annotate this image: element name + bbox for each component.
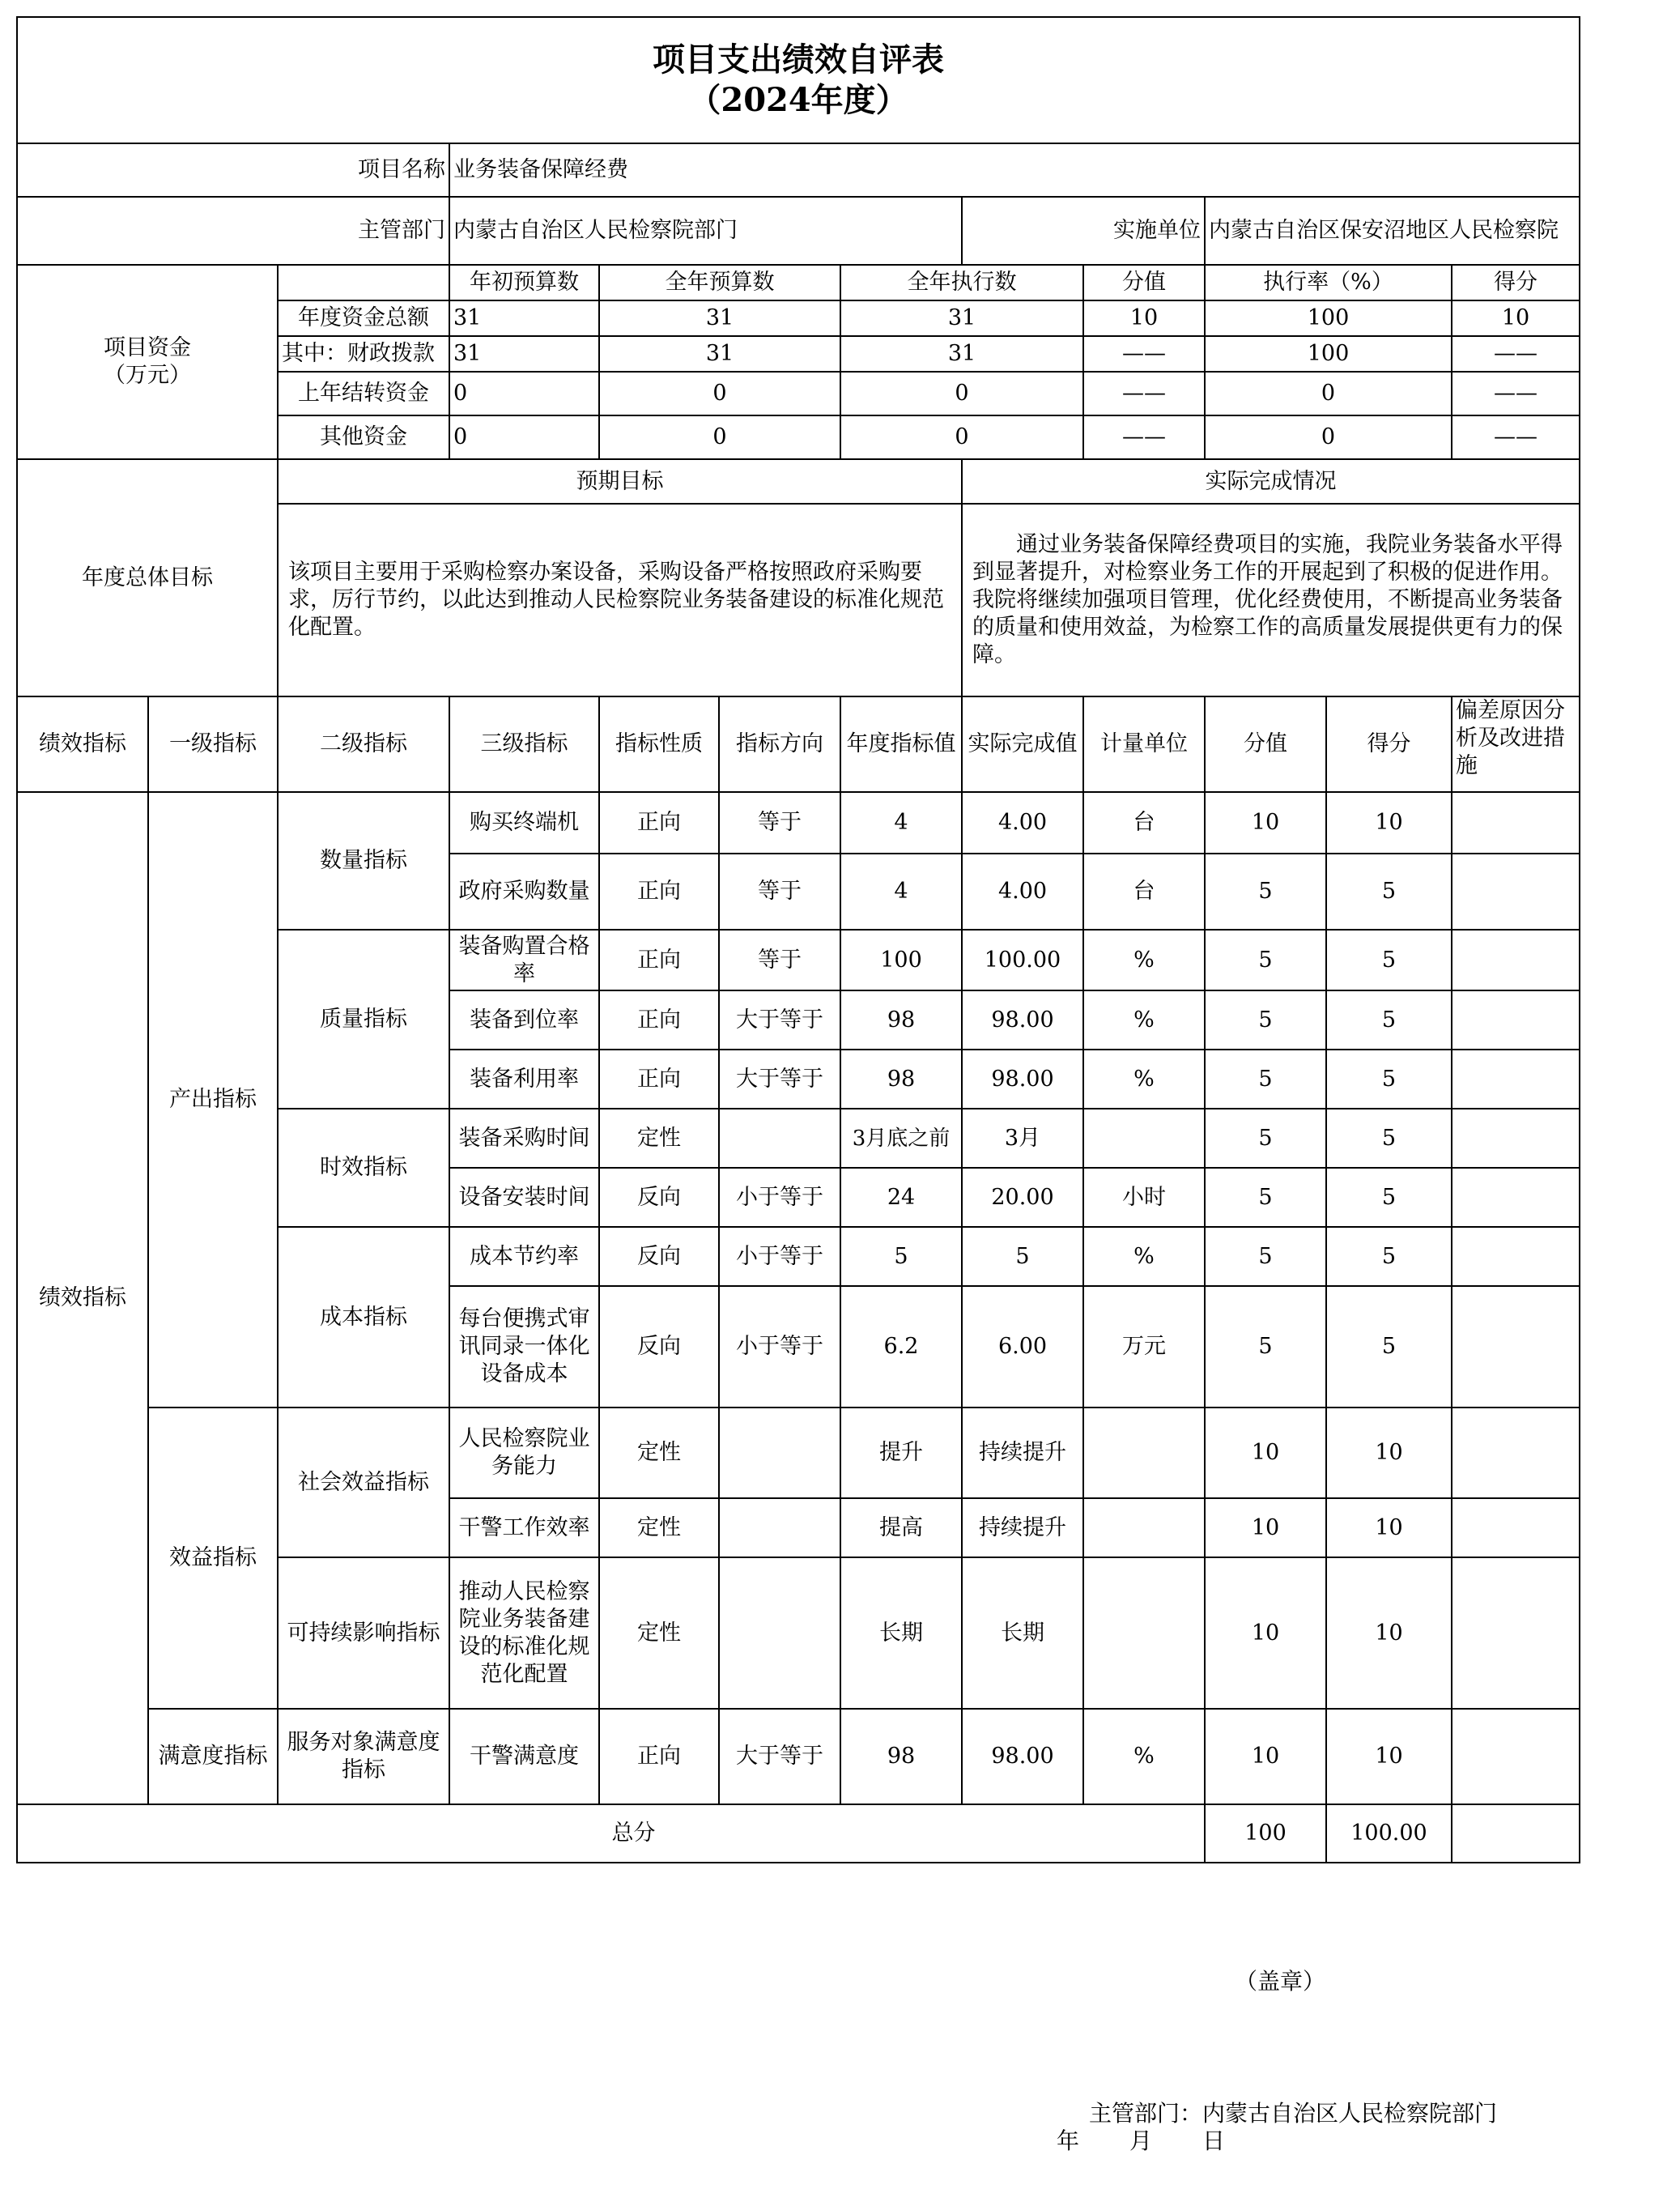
indicator-actual: 100.00 — [962, 930, 1083, 990]
level2-cell: 时效指标 — [278, 1109, 449, 1227]
indicator-weight: 5 — [1205, 854, 1326, 930]
indicator-target: 4 — [840, 854, 962, 930]
indicator-header: 指标性质 — [599, 696, 719, 792]
footer-dept: 主管部门：内蒙古自治区人民检察院部门 — [1089, 2100, 1498, 2127]
indicator-deviation — [1452, 1498, 1580, 1557]
indicator-weight: 10 — [1205, 1557, 1326, 1709]
indicator-unit — [1083, 1408, 1205, 1498]
level2-cell: 数量指标 — [278, 792, 449, 930]
funds-cell: 10 — [1452, 300, 1580, 336]
level2-cell: 社会效益指标 — [278, 1408, 449, 1557]
funds-cell: —— — [1452, 336, 1580, 372]
indicator-score: 5 — [1326, 1286, 1452, 1408]
funds-cell: 0 — [1205, 372, 1452, 415]
funds-cell: 31 — [840, 300, 1083, 336]
indicator-deviation — [1452, 792, 1580, 854]
indicator-weight: 5 — [1205, 990, 1326, 1050]
indicator-nature: 定性 — [599, 1109, 719, 1168]
total-weight: 100 — [1205, 1804, 1326, 1863]
funds-label: 项目资金 （万元） — [17, 265, 278, 459]
funds-cell: 10 — [1083, 300, 1205, 336]
indicator-score: 10 — [1326, 1408, 1452, 1498]
indicator-header: 计量单位 — [1083, 696, 1205, 792]
indicator-deviation — [1452, 990, 1580, 1050]
indicator-score: 5 — [1326, 1109, 1452, 1168]
impl-unit-label: 实施单位 — [962, 197, 1205, 265]
indicator-target: 4 — [840, 792, 962, 854]
funds-cell: —— — [1083, 372, 1205, 415]
indicator-target: 6.2 — [840, 1286, 962, 1408]
total-label: 总分 — [17, 1804, 1205, 1863]
funds-cell: 100 — [1205, 300, 1452, 336]
indicator-score: 5 — [1326, 990, 1452, 1050]
indicator-direction: 小于等于 — [719, 1168, 840, 1227]
indicator-direction: 大于等于 — [719, 1050, 840, 1109]
actual-result-text: 通过业务装备保障经费项目的实施，我院业务装备水平得到显著提升，对检察业务工作的开展起到了积极的促进作用。我院将继续加强项目管理，优化经费使用，不断提高业务装备的质量和使用效益，为检察工作的高质量发展提供更有力的保障。 — [962, 504, 1580, 696]
indicator-unit — [1083, 1557, 1205, 1709]
indicator-direction: 小于等于 — [719, 1286, 840, 1408]
indicator-unit: 小时 — [1083, 1168, 1205, 1227]
indicator-unit — [1083, 1109, 1205, 1168]
indicator-header: 得分 — [1326, 696, 1452, 792]
indicator-score: 10 — [1326, 1709, 1452, 1804]
expected-goal-text: 该项目主要用于采购检察办案设备，采购设备严格按照政府采购要求，厉行节约，以此达到推动人民检察院业务装备建设的标准化规范化配置。 — [278, 504, 962, 696]
level2-cell: 质量指标 — [278, 930, 449, 1109]
funds-cell: 31 — [840, 336, 1083, 372]
indicator-unit: % — [1083, 1050, 1205, 1109]
indicator-name: 装备采购时间 — [449, 1109, 599, 1168]
dept-value: 内蒙古自治区人民检察院部门 — [449, 197, 962, 265]
level1-cell: 产出指标 — [148, 792, 278, 1408]
indicator-header: 指标方向 — [719, 696, 840, 792]
indicator-actual: 4.00 — [962, 854, 1083, 930]
indicator-deviation — [1452, 930, 1580, 990]
level2-cell: 成本指标 — [278, 1227, 449, 1408]
indicator-direction — [719, 1408, 840, 1498]
indicator-header: 实际完成值 — [962, 696, 1083, 792]
funds-cell: —— — [1452, 415, 1580, 459]
indicator-weight: 5 — [1205, 930, 1326, 990]
funds-cell: 0 — [1205, 415, 1452, 459]
indicator-header: 一级指标 — [148, 696, 278, 792]
indicator-direction: 大于等于 — [719, 990, 840, 1050]
indicator-deviation — [1452, 1227, 1580, 1286]
stamp-note: （盖章） — [1235, 1968, 1326, 1995]
indicator-header: 年度指标值 — [840, 696, 962, 792]
indicator-nature: 正向 — [599, 1050, 719, 1109]
indicator-direction — [719, 1498, 840, 1557]
goals-label: 年度总体目标 — [17, 459, 278, 696]
funds-cell: 31 — [599, 300, 840, 336]
indicator-unit: % — [1083, 1709, 1205, 1804]
indicator-nature: 正向 — [599, 990, 719, 1050]
indicator-actual: 20.00 — [962, 1168, 1083, 1227]
indicator-direction — [719, 1557, 840, 1709]
level1-cell: 满意度指标 — [148, 1709, 278, 1804]
funds-row-name: 其中：财政拨款 — [278, 336, 449, 372]
indicator-deviation — [1452, 1168, 1580, 1227]
indicator-direction: 等于 — [719, 792, 840, 854]
indicator-actual: 98.00 — [962, 1709, 1083, 1804]
indicator-name: 成本节约率 — [449, 1227, 599, 1286]
indicator-unit: 台 — [1083, 792, 1205, 854]
funds-cell: —— — [1083, 415, 1205, 459]
indicator-nature: 定性 — [599, 1498, 719, 1557]
indicator-nature: 定性 — [599, 1408, 719, 1498]
indicator-name: 设备安装时间 — [449, 1168, 599, 1227]
indicator-weight: 10 — [1205, 1709, 1326, 1804]
indicator-deviation — [1452, 1286, 1580, 1408]
indicator-header: 偏差原因分析及改进措施 — [1452, 696, 1580, 792]
funds-header: 年初预算数 — [449, 265, 599, 300]
project-name: 业务装备保障经费 — [449, 143, 1580, 197]
funds-cell: 100 — [1205, 336, 1452, 372]
indicator-actual: 98.00 — [962, 990, 1083, 1050]
indicator-name: 推动人民检察院业务装备建设的标准化规范化配置 — [449, 1557, 599, 1709]
indicator-unit: 台 — [1083, 854, 1205, 930]
funds-row-name: 上年结转资金 — [278, 372, 449, 415]
indicator-nature: 正向 — [599, 930, 719, 990]
indicator-target: 100 — [840, 930, 962, 990]
indicator-target: 长期 — [840, 1557, 962, 1709]
indicator-header: 分值 — [1205, 696, 1326, 792]
indicator-actual: 持续提升 — [962, 1498, 1083, 1557]
indicator-name: 装备利用率 — [449, 1050, 599, 1109]
indicator-deviation — [1452, 1408, 1580, 1498]
indicator-name: 干警满意度 — [449, 1709, 599, 1804]
funds-cell: 0 — [599, 415, 840, 459]
indicator-nature: 反向 — [599, 1286, 719, 1408]
funds-header: 执行率（%） — [1205, 265, 1452, 300]
indicator-weight: 5 — [1205, 1109, 1326, 1168]
indicator-actual: 持续提升 — [962, 1408, 1083, 1498]
indicator-unit: 万元 — [1083, 1286, 1205, 1408]
indicator-name: 装备到位率 — [449, 990, 599, 1050]
indicator-direction: 小于等于 — [719, 1227, 840, 1286]
funds-header-blank — [278, 265, 449, 300]
footer-date: 年 月 日 — [1057, 2127, 1227, 2154]
indicator-target: 24 — [840, 1168, 962, 1227]
indicator-target: 98 — [840, 1709, 962, 1804]
project-name-label: 项目名称 — [17, 143, 449, 197]
indicator-unit: % — [1083, 930, 1205, 990]
indicator-score: 10 — [1326, 1498, 1452, 1557]
indicator-weight: 5 — [1205, 1286, 1326, 1408]
indicator-target: 提升 — [840, 1408, 962, 1498]
funds-cell: 0 — [840, 415, 1083, 459]
indicator-score: 5 — [1326, 1227, 1452, 1286]
actual-result-header: 实际完成情况 — [962, 459, 1580, 504]
indicator-deviation — [1452, 1709, 1580, 1804]
funds-header: 分值 — [1083, 265, 1205, 300]
indicator-weight: 5 — [1205, 1168, 1326, 1227]
indicator-score: 5 — [1326, 854, 1452, 930]
indicator-actual: 5 — [962, 1227, 1083, 1286]
indicator-target: 提高 — [840, 1498, 962, 1557]
indicator-score: 10 — [1326, 1557, 1452, 1709]
indicator-score: 5 — [1326, 930, 1452, 990]
indicator-name: 人民检察院业务能力 — [449, 1408, 599, 1498]
indicator-nature: 正向 — [599, 1709, 719, 1804]
indicator-actual: 3月 — [962, 1109, 1083, 1168]
indicator-actual: 4.00 — [962, 792, 1083, 854]
funds-cell: 0 — [449, 372, 599, 415]
indicator-weight: 10 — [1205, 1408, 1326, 1498]
funds-cell: 31 — [449, 336, 599, 372]
indicator-weight: 5 — [1205, 1227, 1326, 1286]
indicator-target: 98 — [840, 1050, 962, 1109]
funds-cell: 31 — [449, 300, 599, 336]
funds-row-name: 年度资金总额 — [278, 300, 449, 336]
indicator-nature: 正向 — [599, 792, 719, 854]
funds-cell: 0 — [840, 372, 1083, 415]
indicator-deviation — [1452, 1557, 1580, 1709]
indicator-score: 5 — [1326, 1050, 1452, 1109]
indicator-header: 二级指标 — [278, 696, 449, 792]
total-score: 100.00 — [1326, 1804, 1452, 1863]
impl-unit-value: 内蒙古自治区保安沼地区人民检察院 — [1205, 197, 1580, 265]
total-deviation — [1452, 1804, 1580, 1863]
funds-cell: 0 — [449, 415, 599, 459]
indicator-name: 干警工作效率 — [449, 1498, 599, 1557]
indicator-target: 98 — [840, 990, 962, 1050]
level2-cell: 可持续影响指标 — [278, 1557, 449, 1709]
indicator-weight: 5 — [1205, 1050, 1326, 1109]
indicator-nature: 定性 — [599, 1557, 719, 1709]
level0-cell: 绩效指标 — [17, 792, 148, 1804]
table-title: 项目支出绩效自评表 （2024年度） — [17, 17, 1580, 143]
indicator-actual: 98.00 — [962, 1050, 1083, 1109]
indicator-direction: 等于 — [719, 930, 840, 990]
indicator-unit — [1083, 1498, 1205, 1557]
indicator-name: 购买终端机 — [449, 792, 599, 854]
indicator-weight: 10 — [1205, 792, 1326, 854]
indicator-score: 10 — [1326, 792, 1452, 854]
level1-cell: 效益指标 — [148, 1408, 278, 1709]
indicator-target: 3月底之前 — [840, 1109, 962, 1168]
indicator-unit: % — [1083, 990, 1205, 1050]
indicator-score: 5 — [1326, 1168, 1452, 1227]
indicator-nature: 反向 — [599, 1168, 719, 1227]
indicator-name: 装备购置合格率 — [449, 930, 599, 990]
funds-cell: 0 — [599, 372, 840, 415]
indicator-deviation — [1452, 1109, 1580, 1168]
funds-cell: —— — [1452, 372, 1580, 415]
indicator-actual: 6.00 — [962, 1286, 1083, 1408]
indicator-weight: 10 — [1205, 1498, 1326, 1557]
indicator-deviation — [1452, 1050, 1580, 1109]
indicator-nature: 正向 — [599, 854, 719, 930]
self-evaluation-table — [16, 16, 1580, 1863]
indicator-nature: 反向 — [599, 1227, 719, 1286]
funds-cell: 31 — [599, 336, 840, 372]
indicator-direction — [719, 1109, 840, 1168]
expected-goal-header: 预期目标 — [278, 459, 962, 504]
level2-cell: 服务对象满意度指标 — [278, 1709, 449, 1804]
indicator-deviation — [1452, 854, 1580, 930]
indicator-direction: 等于 — [719, 854, 840, 930]
indicator-name: 政府采购数量 — [449, 854, 599, 930]
dept-label: 主管部门 — [17, 197, 449, 265]
indicator-name: 每台便携式审讯同录一体化设备成本 — [449, 1286, 599, 1408]
indicator-target: 5 — [840, 1227, 962, 1286]
funds-header: 全年执行数 — [840, 265, 1083, 300]
funds-header: 得分 — [1452, 265, 1580, 300]
indicator-direction: 大于等于 — [719, 1709, 840, 1804]
indicator-actual: 长期 — [962, 1557, 1083, 1709]
indicator-header: 绩效指标 — [17, 696, 148, 792]
indicator-unit: % — [1083, 1227, 1205, 1286]
funds-header: 全年预算数 — [599, 265, 840, 300]
indicator-header: 三级指标 — [449, 696, 599, 792]
funds-row-name: 其他资金 — [278, 415, 449, 459]
funds-cell: —— — [1083, 336, 1205, 372]
